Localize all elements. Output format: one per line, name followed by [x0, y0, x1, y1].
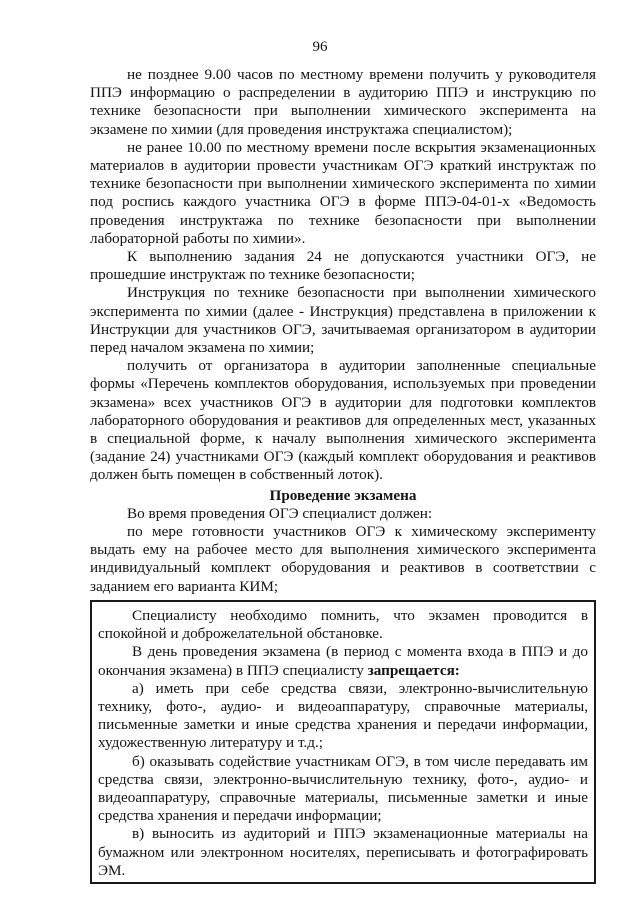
notice-prohibition-intro	[98, 643, 588, 679]
page-number: 96	[312, 39, 328, 55]
paragraph-receive-instruction: не позднее 9.00 часов по местному времени получить у руководителя ППЭ информацию о распределении в аудиторию ППЭ и инструкцию по технике безопасности при выполнении химического эксперимента на экзамене по химии (для проведения инструктажа специалистом);	[90, 66, 596, 138]
notice-item-c: в) выносить из аудиторий и ППЭ экзаменационные материалы на бумажном или электронном носителях, переписывать и фотографировать ЭМ.	[98, 825, 588, 879]
notice-item-b: б) оказывать содействие участникам ОГЭ, в том числе передавать им средства связи, электронно-вычислительную технику, фото-, аудио- и видеоаппаратуру, справочные материалы, письменные заметки и иные средства хранения и передачи информации;	[98, 752, 588, 825]
section-item-issue-kit: по мере готовности участников ОГЭ к химическому эксперименту выдать ему на рабочее место для выполнения химического эксперимента индивидуальный комплект оборудования и реактивов в соответствии с заданием его варианта КИМ;	[90, 523, 596, 595]
paragraph-task-24-admission: К выполнению задания 24 не допускаются участники ОГЭ, не прошедшие инструктаж по технике безопасности;	[90, 248, 596, 284]
paragraph-instruction-appendix: Инструкция по технике безопасности при выполнении химического эксперимента по химии (далее - Инструкция) представлена в приложении к Инструкции для участников ОГЭ, зачитываемая организатором в аудитории перед началом экзамена по химии;	[90, 284, 596, 357]
paragraph-conduct-briefing: не ранее 10.00 по местному времени после вскрытия экзаменационных материалов в аудитории провести участникам ОГЭ краткий инструктаж по технике безопасности при выполнении химического эксперимента по химии под роспись каждого участника ОГЭ в форме ППЭ-04-01-х «Ведомость проведения инструктажа по технике безопасности при выполнении лабораторной работы по химии».	[90, 138, 596, 247]
notice-item-a: а) иметь при себе средства связи, электронно-вычислительную технику, фото-, аудио- и видеоаппаратуру, справочные материалы, письменные заметки и иные средства хранения и передачи информации, художественную литературу и т.д.;	[98, 679, 588, 752]
section-intro: Во время проведения ОГЭ специалист должен:	[127, 504, 433, 522]
page-content	[90, 66, 596, 884]
section-heading: Проведение экзамена	[269, 486, 417, 504]
notice-prohibition-text: В день проведения экзамена (в период с момента входа в ППЭ и до окончания экзамена) в ППЭ специалисту	[98, 643, 588, 679]
notice-prohibition-keyword: запрещается:	[367, 661, 460, 679]
prohibitions-notice-box	[90, 600, 596, 884]
paragraph-equipment-forms: получить от организатора в аудитории заполненные специальные формы «Перечень комплектов оборудования, используемых при проведении экзамена» всех участников ОГЭ в аудитории для подготовки комплектов лабораторного оборудования и реактивов для определенных мест, указанных в специальной форме, к началу выполнения химического эксперимента (задание 24) участниками ОГЭ (каждый комплект оборудования и реактивов должен быть помещен в собственный лоток).	[90, 357, 596, 484]
notice-reminder: Специалисту необходимо помнить, что экзамен проводится в спокойной и доброжелательной обстановке.	[98, 606, 588, 643]
